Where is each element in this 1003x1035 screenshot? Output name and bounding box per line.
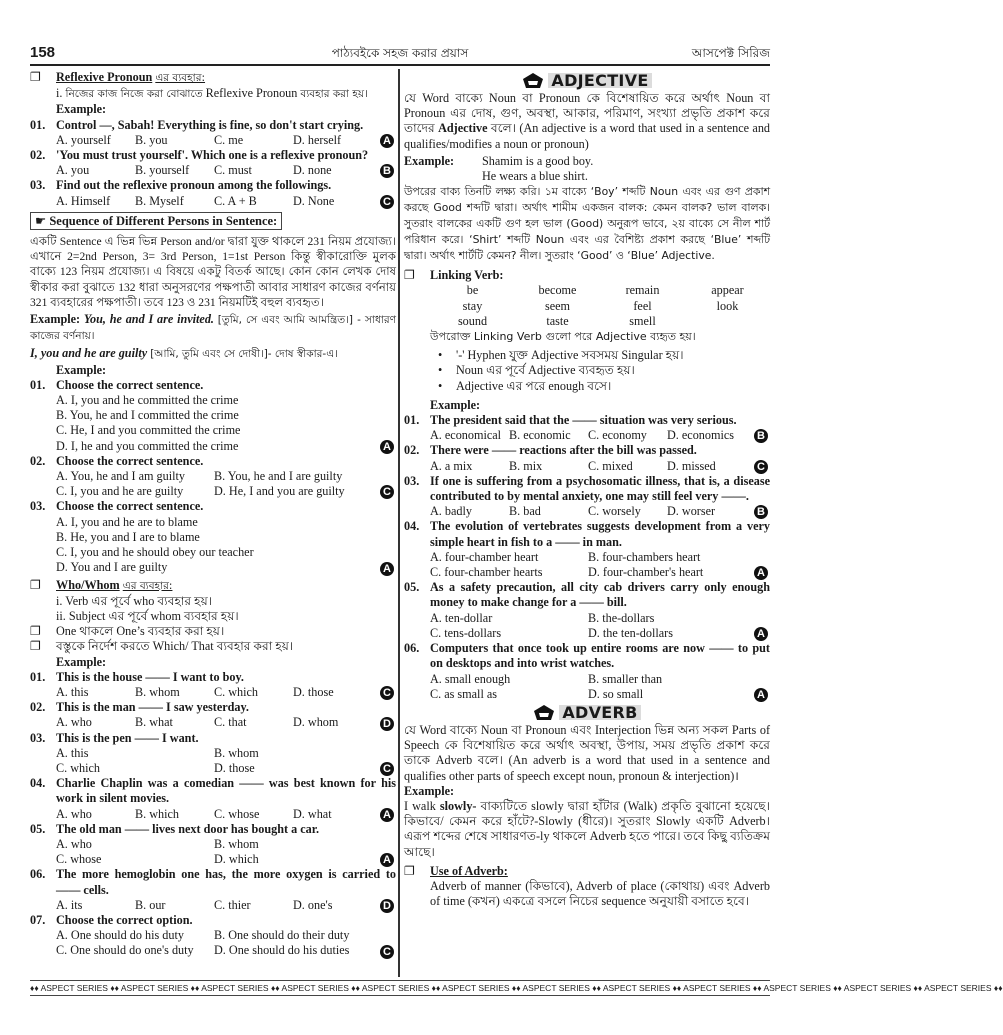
question-number: 03. — [30, 178, 46, 193]
adjective-point: • '-' Hyphen যুক্ত Adjective সবসময় Singular হয়। — [438, 348, 770, 363]
linking-verb: appear — [711, 283, 744, 298]
answer-option[interactable]: D. whom — [293, 715, 339, 730]
adjective-points — [404, 348, 770, 394]
answer-option[interactable]: B. what — [135, 715, 173, 730]
page-number: 158 — [30, 44, 56, 61]
answer-option[interactable]: D. those — [293, 684, 334, 699]
question-row — [30, 454, 396, 469]
answer-option[interactable]: C. which — [56, 760, 101, 775]
question-row — [404, 519, 770, 549]
reflexive-title: Reflexive Pronoun — [56, 70, 153, 84]
checkbox-bullet-icon: ❐ — [30, 639, 41, 654]
correct-answer-badge: A — [380, 134, 394, 148]
question-text: If one is suffering from a psychosomatic illness, that is, a disease contributed to by mental anxiety, one may still feel very ——. — [430, 473, 770, 504]
answer-option[interactable]: A. badly — [430, 504, 472, 519]
example-label: Example: — [404, 153, 455, 168]
question-text: This is the man —— I saw yesterday. — [56, 700, 249, 715]
question-text: The old man —— lives next door has bought a car. — [56, 821, 320, 836]
correct-answer-badge: C — [380, 945, 394, 959]
example-label: Example: — [56, 362, 107, 377]
question-row — [30, 731, 396, 746]
answer-option[interactable]: C. I, you and he are guilty — [56, 484, 184, 499]
page-title: পাঠ্যবইকে সহজ করার প্রয়াস — [331, 46, 469, 60]
question-item — [30, 378, 396, 454]
linking-verb-title — [404, 268, 770, 283]
checkbox-bullet-icon: ❐ — [30, 624, 41, 639]
answer-option[interactable]: D. none — [293, 163, 332, 178]
answer-option[interactable]: A. its — [56, 897, 83, 912]
answer-option[interactable]: D. four-chamber's heart — [588, 565, 704, 580]
who-whom-title: Who/Whom — [56, 577, 120, 592]
question-text: Computers that once took up entire rooms are now —— to put on desktops and into wrist watches. — [430, 641, 770, 671]
question-item — [404, 413, 770, 443]
question-row — [404, 580, 770, 610]
adjective-heading-label: ADJECTIVE — [548, 73, 651, 88]
answer-option[interactable]: B. four-chambers heart — [588, 549, 701, 564]
who-whom-title-bn: এর ব্যবহার: — [122, 579, 173, 592]
answer-option[interactable]: C. which — [214, 684, 259, 699]
answer-option[interactable]: B. smaller than — [588, 671, 663, 686]
correct-answer-badge: A — [754, 566, 768, 580]
correct-answer-badge: A — [380, 808, 394, 822]
answer-option[interactable]: B. Myself — [135, 193, 184, 208]
question-row — [404, 474, 770, 504]
linking-verb: smell — [629, 313, 656, 328]
answer-option[interactable]: C. mixed — [588, 458, 633, 473]
options-row — [30, 685, 396, 700]
correct-answer-badge: B — [754, 429, 768, 443]
correct-answer-badge: B — [380, 164, 394, 178]
options-row — [404, 459, 770, 474]
answer-option[interactable]: C. me — [214, 132, 244, 147]
answer-option[interactable]: D. which — [214, 852, 259, 867]
left-column — [30, 70, 396, 959]
question-number: 05. — [30, 821, 46, 836]
linking-verb-list — [404, 283, 770, 329]
adverb-definition: যে Word বাক্যে Noun বা Pronoun এবং Interjection ভিন্ন অন্য সকল Parts of Speech কে বিশেষায়িত করে অর্থাৎ অবস্থা, উপায়, সময় প্রভৃতি প্রকাশ করে তাকে Adverb বলে। (An adverb is a word that used in a sentence and qualifies other parts of speech except noun, pronoun & interjection)। — [404, 722, 770, 783]
answer-option[interactable]: D. I, he and you committed the crime — [56, 438, 239, 453]
reflexive-questions — [30, 118, 396, 209]
options-row — [30, 715, 396, 730]
linking-verb: feel — [633, 298, 652, 313]
answer-option[interactable]: D. missed — [667, 458, 716, 473]
question-item — [404, 474, 770, 520]
example-label: Example: — [56, 102, 107, 117]
question-item — [30, 822, 396, 868]
question-row — [404, 641, 770, 671]
question-row — [30, 776, 396, 806]
question-number: 01. — [404, 413, 420, 428]
question-item — [404, 519, 770, 580]
question-number: 02. — [30, 148, 46, 163]
answer-option[interactable]: D. one's — [293, 897, 333, 912]
example-bn: [তুমি, সে এবং আমি আমন্ত্রিত।] - সাধারণ কাজের বর্ণনায়। — [30, 314, 397, 343]
adjective-definition-tail: বলে। (An adjective is a word that used in a sentence and qualifies/modifies a noun or pronoun) — [404, 121, 771, 151]
pentagon-icon — [533, 704, 555, 721]
question-number: 02. — [30, 700, 46, 715]
who-whom-section-title — [30, 578, 396, 594]
linking-verb: remain — [625, 283, 660, 298]
question-row — [30, 822, 396, 837]
correct-answer-badge: A — [380, 853, 394, 867]
answer-option[interactable]: C. as small as — [430, 686, 498, 701]
answer-option[interactable]: D. One should do his duties — [214, 943, 350, 958]
answer-option[interactable]: D. None — [293, 193, 335, 208]
correct-answer-badge: C — [380, 686, 394, 700]
question-row — [404, 413, 770, 428]
example-line-1: Shamim is a good boy. — [482, 153, 594, 168]
linking-verb-title-text: Linking Verb: — [430, 268, 504, 283]
options-row — [30, 837, 396, 867]
options-row — [30, 133, 396, 148]
answer-option[interactable]: B. mix — [509, 458, 543, 473]
correct-answer-badge: C — [380, 195, 394, 209]
question-item — [30, 867, 396, 913]
options-row — [404, 672, 770, 702]
pointing-hand-icon: ☛ — [35, 212, 47, 228]
options-row — [30, 469, 396, 499]
options-row — [30, 393, 396, 454]
linking-verb: stay — [462, 298, 483, 313]
answer-option[interactable]: D. worser — [667, 504, 716, 519]
correct-answer-badge: C — [380, 762, 394, 776]
question-text: The president said that the —— situation was very serious. — [430, 413, 737, 428]
question-number: 03. — [404, 473, 420, 488]
correct-answer-badge: A — [380, 562, 394, 576]
series-name: আসপেক্ট সিরিজ — [691, 46, 770, 60]
question-item — [404, 443, 770, 473]
answer-option[interactable]: A. You, he and I am guilty — [56, 469, 185, 484]
reflexive-title-bn: এর ব্যবহার: — [155, 72, 206, 84]
example-en: You, he and I are invited. — [83, 312, 214, 327]
adjective-heading — [404, 72, 770, 89]
correct-answer-badge: C — [754, 460, 768, 474]
answer-option[interactable]: D. so small — [588, 686, 644, 701]
question-number: 06. — [404, 641, 420, 656]
use-of-adverb-text: Adverb of manner (কিভাবে), Adverb of place (কোথায়) এবং Adverb of time (কখন) একত্রে বসলে নিচের sequence অনুযায়ী বসাতে হবে। — [430, 878, 770, 909]
question-number: 04. — [404, 519, 420, 534]
question-text: 'You must trust yourself'. Which one is a reflexive pronoun? — [56, 148, 369, 163]
rule-en: Reflexive Pronoun — [205, 86, 298, 101]
example-label: Example: — [404, 783, 455, 798]
options-row — [404, 611, 770, 641]
answer-option[interactable]: A. ten-dollar — [430, 610, 493, 625]
answer-option[interactable]: D. economics — [667, 428, 735, 443]
question-text: Choose the correct sentence. — [56, 377, 204, 392]
use-of-adverb-title — [404, 864, 770, 879]
footer-banner: ♦♦ ASPECT SERIES ♦♦ ASPECT SERIES ♦♦ ASPECT SERIES ♦♦ ASPECT SERIES ♦♦ ASPECT SERIES ♦♦ ASPECT SERIES ♦♦ ASPECT SERIES ♦♦ ASPECT SERIES ♦♦ ASPECT SERIES ♦♦ ASPECT SERIES ♦♦ ASPECT SERIES ♦♦ ASPECT SERIES ♦♦ — [30, 980, 770, 996]
linking-verb: look — [716, 298, 739, 313]
question-number: 05. — [404, 580, 420, 595]
answer-option[interactable]: B. You, he and I are guilty — [214, 469, 343, 484]
one-rule-text: One থাকলে One’s ব্যবহার করা হয়। — [56, 624, 225, 639]
checkbox-bullet-icon: ❐ — [404, 863, 415, 878]
sequence-section-title — [30, 212, 282, 230]
question-item — [404, 580, 770, 641]
correct-answer-badge: A — [754, 627, 768, 641]
question-text: This is the pen —— I want. — [56, 730, 199, 745]
page-header — [30, 44, 770, 66]
question-row — [30, 378, 396, 393]
question-text: Choose the correct sentence. — [56, 499, 204, 514]
answer-option[interactable]: C. thier — [214, 897, 251, 912]
rule-number: i. — [56, 86, 63, 101]
question-item — [30, 454, 396, 500]
question-item — [404, 641, 770, 702]
question-row — [30, 867, 396, 897]
answer-option[interactable]: B. yourself — [135, 163, 190, 178]
who-rule-1: i. Verb এর পূর্বে who ব্যবহার হয়। — [56, 593, 213, 608]
answer-option[interactable]: B. you — [135, 132, 168, 147]
question-text: Charlie Chaplin was a comedian —— was best known for his work in silent movies. — [56, 776, 396, 806]
adjective-questions — [404, 413, 770, 702]
question-row — [30, 670, 396, 685]
adjective-term: Adjective — [438, 121, 488, 136]
answer-option[interactable]: A. who — [56, 715, 92, 730]
answer-option[interactable]: B. He, you and I are to blame — [56, 529, 200, 544]
answer-option[interactable]: C. that — [214, 715, 247, 730]
answer-option[interactable]: D. the ten-dollars — [588, 625, 673, 640]
linking-verb: sound — [457, 313, 488, 328]
who-rule-2: ii. Subject এর পূর্বে whom ব্যবহার হয়। — [56, 608, 239, 623]
question-number: 03. — [30, 730, 46, 745]
answer-option[interactable]: C. whose — [214, 806, 260, 821]
options-row — [30, 194, 396, 209]
sequence-questions — [30, 378, 396, 576]
sequence-example-2 — [30, 346, 396, 362]
adjective-explanation: উপরের বাক্য তিনটি লক্ষ্য করি। ১ম বাক্যে ‘Boy’ শব্দটি Noun এবং এর গুণ প্রকাশ করছে Good শব্দটি দ্বারা। অর্থাৎ শামীম একজন বালক: কেমন বালক? ভাল বালক। সুতরাং বালকের একটি গুণ হল ভাল (Good) অনুরূপ ভাবে, ২য় বাক্যে সে নীল শার্ট পরিধান করে। ‘Shirt’ শব্দটি Noun এবং এর বৈশিষ্ট্য প্রকাশ করছে ‘Blue’ শব্দটি দ্বারা। অর্থাৎ শার্টটি কেমন? নীল। সুতরাং ‘Good’ ও ‘Blue’ Adjective. — [404, 185, 770, 263]
answer-option[interactable]: B. our — [135, 897, 166, 912]
question-text: Choose the correct sentence. — [56, 453, 204, 468]
answer-option[interactable]: A. who — [56, 836, 92, 851]
answer-option[interactable]: B. which — [135, 806, 180, 821]
answer-option[interactable]: C. economy — [588, 428, 647, 443]
answer-option[interactable]: A. I, you and he committed the crime — [56, 393, 239, 408]
example-bn: [আমি, তুমি এবং সে দোষী।]- দোষ স্বীকার-এ। — [150, 348, 338, 361]
question-row — [404, 443, 770, 458]
checkbox-bullet-icon: ❐ — [30, 70, 41, 84]
sequence-text: একটি Sentence এ ভিন্ন ভিন্ন Person and/or দ্বারা যুক্ত থাকলে 231 নিয়ম প্রযোজ্য। এখানে 2=2nd Person, 3= 3rd Person, 1=1st Person কিন্তু স্বীকারোক্তি মুলক বাক্যে 123 নিয়ম প্রযোজ্য। এ বিষয়ে একটু বিতর্ক আছে। কোন কোন লেখক দোষ স্বীকার করা বুঝাতে 132 ধারা অনুসরণের পক্ষপাতী আবার সাধারণ কাজের বর্ণনায় 321 ব্যবহারের পক্ষপাতী। তবে 123 ও 231 নিয়মটিই বহুল ব্যবহৃত। — [30, 235, 396, 309]
question-text: As a safety precaution, all city cab drivers carry only enough money to make change for a —— bill. — [430, 580, 770, 610]
answer-option[interactable]: C. One should do one's duty — [56, 943, 194, 958]
question-row — [30, 700, 396, 715]
question-item — [30, 670, 396, 700]
answer-option[interactable]: B. bad — [509, 504, 541, 519]
answer-option[interactable]: C. A + B — [214, 193, 257, 208]
answer-option[interactable]: B. You, he and I committed the crime — [56, 408, 239, 423]
question-number: 03. — [30, 499, 46, 514]
options-row — [30, 928, 396, 958]
adjective-point: • Adjective এর পরে enough বসে। — [438, 379, 770, 394]
answer-option[interactable]: A. Himself — [56, 193, 111, 208]
adverb-example-lead: I walk — [404, 798, 436, 813]
checkbox-bullet-icon: ❐ — [404, 268, 415, 283]
linking-verb: taste — [546, 313, 569, 328]
question-number: 02. — [404, 443, 420, 458]
answer-option[interactable]: D. herself — [293, 132, 342, 147]
answer-option[interactable]: A. One should do his duty — [56, 928, 184, 943]
question-number: 04. — [30, 776, 46, 791]
question-text: Find out the reflexive pronoun among the followings. — [56, 178, 332, 193]
options-row — [404, 428, 770, 443]
question-item — [30, 118, 396, 148]
answer-option[interactable]: A. a mix — [430, 458, 473, 473]
reflexive-section-title — [30, 70, 396, 86]
question-number: 01. — [30, 669, 46, 684]
options-row — [30, 515, 396, 576]
answer-option[interactable]: A. four-chamber heart — [430, 549, 539, 564]
question-number: 06. — [30, 867, 46, 882]
answer-option[interactable]: A. yourself — [56, 132, 111, 147]
example-en: I, you and he are guilty — [30, 346, 148, 361]
question-row — [30, 178, 396, 193]
options-row — [30, 898, 396, 913]
right-column — [404, 70, 770, 909]
adverb-example-rest: বাক্যটিতে slowly দ্বারা হাঁটার (Walk) প্রকৃতি বুঝানো হয়েছে। কিভাবে/ কেমন করে হাঁটে?-Slowly (ধীরে)। সুতরাং Slowly একটি Adverb। এরূপ শব্দের শেষে সাধারণত-ly থাকলে Adverb হতে পারে। তবে কিছু ব্যতিক্রম আছে। — [404, 798, 771, 859]
answer-option[interactable]: B. whom — [214, 745, 259, 760]
question-text: Control —, Sabah! Everything is fine, so don't start crying. — [56, 117, 364, 132]
question-text: This is the house —— I want to boy. — [56, 669, 244, 684]
checkbox-bullet-icon: ❐ — [30, 577, 41, 592]
options-row — [404, 504, 770, 519]
correct-answer-badge: A — [380, 440, 394, 454]
question-item — [30, 148, 396, 178]
answer-option[interactable]: A. I, you and he are to blame — [56, 514, 198, 529]
linking-verb: become — [538, 283, 577, 298]
answer-option[interactable]: D. those — [214, 760, 255, 775]
correct-answer-badge: B — [754, 505, 768, 519]
adverb-example — [404, 799, 770, 860]
question-text: There were —— reactions after the bill was passed. — [430, 443, 697, 458]
linking-verb: seem — [544, 298, 571, 313]
answer-option[interactable]: C. four-chamber hearts — [430, 565, 543, 580]
answer-option[interactable]: C. I, you and he should obey our teacher — [56, 545, 254, 560]
correct-answer-badge: D — [380, 717, 394, 731]
linking-verb: be — [466, 283, 479, 298]
question-number: 07. — [30, 912, 46, 927]
options-row — [30, 163, 396, 178]
question-row — [30, 499, 396, 514]
question-number: 02. — [30, 453, 46, 468]
one-rule — [30, 624, 396, 639]
answer-option[interactable]: D. You and I are guilty — [56, 560, 168, 575]
question-text: Choose the correct option. — [56, 912, 193, 927]
options-row — [30, 746, 396, 776]
adjective-point: • Noun এর পূর্বে Adjective ব্যবহৃত হয়। — [438, 363, 770, 378]
question-item — [30, 731, 396, 777]
answer-option[interactable]: C. He, I and you committed the crime — [56, 423, 241, 438]
example-label: Example: — [30, 312, 81, 327]
example-label: Example: — [56, 654, 107, 669]
question-item — [30, 776, 396, 822]
reflexive-rule — [30, 86, 396, 102]
rule-bn-tail: ব্যবহার করা হয়। — [300, 88, 368, 101]
which-that-rule — [30, 639, 396, 654]
question-item — [30, 178, 396, 208]
options-row — [30, 807, 396, 822]
adverb-heading-label: ADVERB — [559, 705, 640, 720]
correct-answer-badge: D — [380, 899, 394, 913]
question-item — [30, 700, 396, 730]
answer-option[interactable]: C. must — [214, 163, 252, 178]
question-item — [30, 913, 396, 959]
which-that-rule-text: বস্তুকে নির্দেশ করতে Which/ That ব্যবহার করা হয়। — [56, 639, 294, 654]
answer-option[interactable]: A. this — [56, 745, 89, 760]
question-row — [30, 118, 396, 133]
adverb-example-bold: slowly- — [439, 798, 477, 813]
question-number: 01. — [30, 117, 46, 132]
sequence-title: Sequence of Different Persons in Sentence: — [49, 213, 278, 228]
correct-answer-badge: A — [754, 688, 768, 702]
linking-verb-note: উপরোক্ত Linking Verb গুলো পরে Adjective ব্যহৃত হয়। — [430, 330, 696, 344]
question-row — [30, 913, 396, 928]
options-row — [404, 550, 770, 580]
sequence-example-1 — [30, 312, 396, 344]
sequence-paragraph — [30, 234, 396, 310]
answer-option[interactable]: C. whose — [56, 852, 102, 867]
pentagon-icon — [522, 72, 544, 89]
answer-option[interactable]: B. One should do their duty — [214, 928, 350, 943]
answer-option[interactable]: A. you — [56, 163, 90, 178]
adjective-definition — [404, 91, 770, 152]
question-row — [30, 148, 396, 163]
use-of-adverb-title-text: Use of Adverb: — [430, 863, 508, 878]
answer-option[interactable]: B. the-dollars — [588, 610, 655, 625]
correct-answer-badge: C — [380, 485, 394, 499]
answer-option[interactable]: A. economical — [430, 428, 502, 443]
question-item — [30, 499, 396, 575]
answer-option[interactable]: A. this — [56, 684, 89, 699]
answer-option[interactable]: A. who — [56, 806, 92, 821]
question-text: The evolution of vertebrates suggests development from a very simple heart in fish to a —— in man. — [430, 519, 770, 549]
answer-option[interactable]: C. worsely — [588, 504, 641, 519]
answer-option[interactable]: D. what — [293, 806, 332, 821]
answer-option[interactable]: B. whom — [214, 836, 259, 851]
column-divider — [398, 69, 400, 977]
answer-option[interactable]: B. economic — [509, 428, 571, 443]
answer-option[interactable]: D. He, I and you are guilty — [214, 484, 345, 499]
adjective-example — [404, 154, 770, 184]
example-label: Example: — [430, 397, 481, 412]
answer-option[interactable]: C. tens-dollars — [430, 625, 502, 640]
answer-option[interactable]: A. small enough — [430, 671, 511, 686]
example-line-2: He wears a blue shirt. — [482, 169, 588, 184]
answer-option[interactable]: B. whom — [135, 684, 180, 699]
adverb-heading — [404, 704, 770, 721]
question-text: The more hemoglobin one has, the more oxygen is carried to —— cells. — [56, 867, 396, 897]
who-whom-questions — [30, 670, 396, 959]
question-number: 01. — [30, 377, 46, 392]
rule-bn: নিজের কাজ নিজে করা বোঝাতে — [65, 88, 203, 101]
adjective-definition-text: যে Word বাক্যে Noun বা Pronoun কে বিশেষায়িত করে অর্থাৎ Noun বা Pronoun এর দোষ, গুণ, অবস্থা, আকার, পরিমাণ, সংখ্যা প্রভৃতি প্রকাশ করে তাদের — [404, 91, 770, 136]
